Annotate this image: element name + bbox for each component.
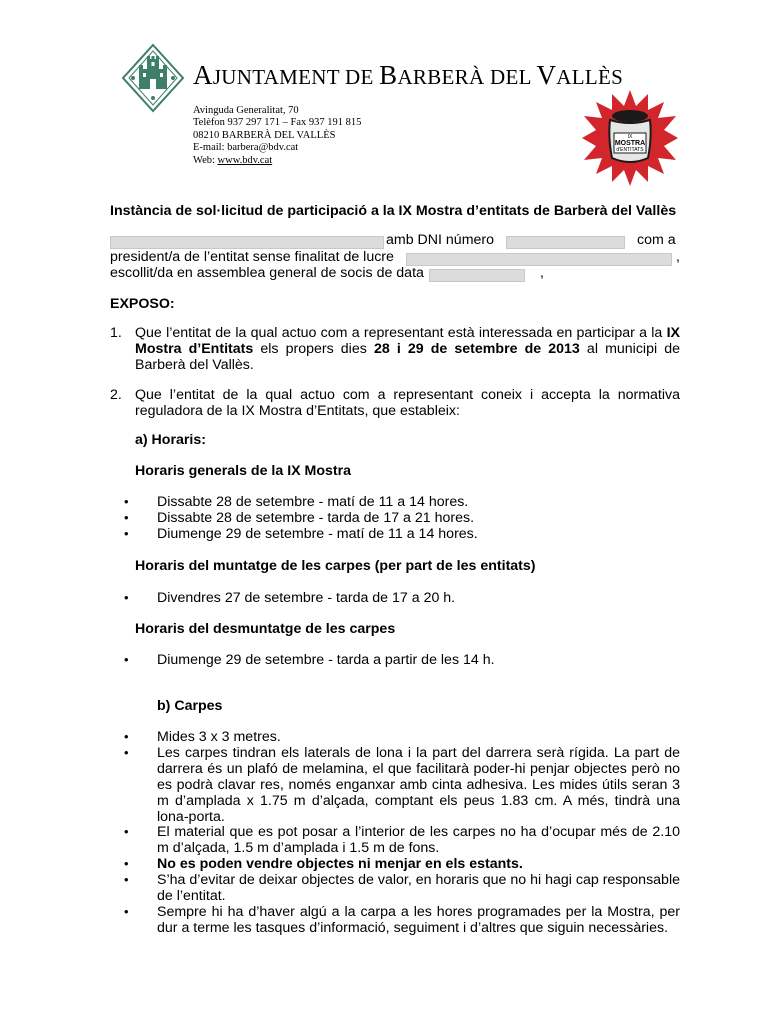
list-item-general: Dissabte 28 de setembre - matí de 11 a 14 hores. <box>157 494 469 510</box>
list-item-general: Dissabte 28 de setembre - tarda de 17 a 21 hores. <box>157 510 475 526</box>
list-item-general: Diumenge 29 de setembre - matí de 11 a 14 hores. <box>157 526 478 542</box>
entity-label: president/a de l’entitat sense finalitat de lucre <box>110 249 394 265</box>
heading-horaris-muntatge: Horaris del muntatge de les carpes (per part de les entitats) <box>135 558 536 574</box>
badge-number: IX <box>627 134 633 140</box>
bullet: • <box>124 510 129 525</box>
address-email: E-mail: barbera@bdv.cat <box>193 142 299 154</box>
list-item-desmuntatge: Diumenge 29 de setembre - tarda a partir de les 14 h. <box>157 652 495 668</box>
letterhead-title: AJUNTAMENT DE BARBERÀ DEL VALLÈS <box>193 60 624 90</box>
address-block <box>193 105 361 167</box>
bullet: • <box>124 652 129 667</box>
bullet: • <box>124 824 129 839</box>
bullet: • <box>124 904 129 919</box>
heading-horaris-desmuntatge: Horaris del desmuntatge de les carpes <box>135 621 396 637</box>
entity-field[interactable] <box>406 253 672 266</box>
badge-mostra: MOSTRA <box>614 140 646 147</box>
list-item-carpes: Mides 3 x 3 metres. <box>157 729 281 745</box>
entity-comma: , <box>676 249 680 265</box>
list-item-carpes: No es poden vendre objectes ni menjar en els estants. <box>157 856 523 872</box>
bullet: • <box>124 526 129 541</box>
item2-number: 2. <box>110 387 122 403</box>
address-phone: Telèfon 937 297 171 – Fax 937 191 815 <box>193 117 362 129</box>
dni-field[interactable] <box>506 236 625 249</box>
bullet: • <box>124 494 129 509</box>
item2-text: Que l’entitat de la qual actuo com a representant coneix i accepta la normativa reguladora de la IX Mostra d’Entitats, que estableix: <box>135 387 680 419</box>
web-link[interactable]: www.bdv.cat <box>217 154 273 166</box>
assembly-comma: , <box>540 265 544 281</box>
bullet: • <box>124 856 129 871</box>
address-street: Avinguda Generalitat, 70 <box>193 105 299 116</box>
document-title: Instància de sol·licitud de participació a la IX Mostra d’entitats de Barberà del Vallès <box>110 203 677 219</box>
coma-label: com a <box>637 232 676 248</box>
badge-entitats: d'ENTITATS <box>616 147 644 153</box>
list-item-carpes: Sempre hi ha d’haver algú a la carpa a les hores programades per la Mostra, per dur a terme les tasques d’informació, seguiment i d’altres que siguin necessàries. <box>157 904 680 936</box>
bullet: • <box>124 590 129 605</box>
bullet: • <box>124 745 129 760</box>
municipal-logo <box>121 43 185 113</box>
item1-number: 1. <box>110 325 122 341</box>
mostra-badge <box>580 88 680 188</box>
bullet: • <box>124 729 129 744</box>
address-web: Web: www.bdv.cat <box>193 154 273 166</box>
exposo-heading: EXPOSO: <box>110 296 175 312</box>
address-city: 08210 BARBERÀ DEL VALLÈS <box>193 129 336 141</box>
list-item-carpes: El material que es pot posar a l’interior de les carpes no ha d’ocupar més de 2.10 m d’alçada, 1.5 m d’amplada i 1.5 m de fons. <box>157 824 680 856</box>
name-field[interactable] <box>110 236 384 249</box>
dni-label: amb DNI número <box>386 232 495 248</box>
subsection-horaris: a) Horaris: <box>135 432 206 448</box>
subsection-carpes: b) Carpes <box>157 698 223 714</box>
assembly-date-field[interactable] <box>429 269 525 282</box>
list-item-muntatge: Divendres 27 de setembre - tarda de 17 a 20 h. <box>157 590 456 606</box>
item1-text: Que l’entitat de la qual actuo com a representant està interessada en participar a la IX Mostra d’Entitats els propers dies 28 i 29 de setembre de 2013 al municipi de Barberà del Vallès. <box>135 325 680 373</box>
list-item-carpes: Les carpes tindran els laterals de lona i la part del darrera serà rígida. La part de darrera és un plafó de melamina, el que facilitarà poder-hi penjar objectes però no es podrà clavar res, només enganxar amb cinta adhesiva. Les mides útils seran 3 m d’amplada x 1.75 m d’alçada, comptant els peus 1.83 cm. A més, tindrà una lona-porta. <box>157 745 680 825</box>
list-item-carpes: S’ha d’evitar de deixar objectes de valor, en horaris que no hi hagi cap responsable de l’entitat. <box>157 872 680 904</box>
assembly-label: escollit/da en assemblea general de socis de data <box>110 265 424 281</box>
bullet: • <box>124 872 129 887</box>
heading-horaris-generals: Horaris generals de la IX Mostra <box>135 463 352 479</box>
